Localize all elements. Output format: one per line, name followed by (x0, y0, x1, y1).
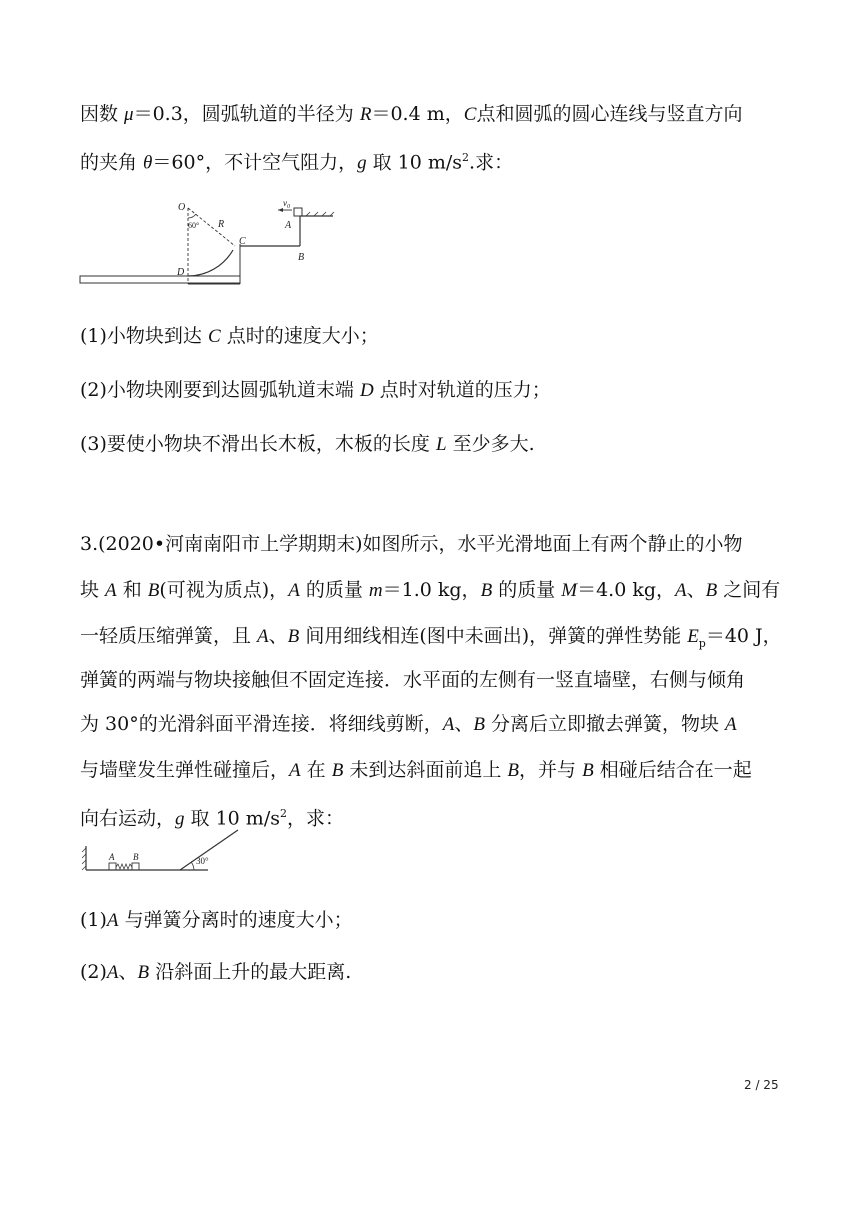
text-line: 3.(2020•河南南阳市上学期期末)如图所示，水平光滑地面上有两个静止的小物 (80, 533, 743, 555)
text-line: 的夹角 θ＝60°，不计空气阻力，g 取 10 $m/s^2$.求： (80, 151, 514, 174)
question-item: (1)小物块到达 C 点时的速度大小； (80, 325, 379, 347)
question-item: (1)A 与弹簧分离时的速度大小； (80, 909, 353, 931)
label-r: R (218, 219, 225, 230)
page-number: 2 / 25 (744, 1078, 779, 1092)
question-item: (3)要使小物块不滑出长木板，木板的长度 L 至少多大. (80, 433, 535, 455)
figure-arc-track (78, 198, 348, 290)
text-line: 块 A 和 B(可视为质点)，A 的质量 m＝1.0 kg，B 的质量 M＝4.0 kg，A、B 之间有 (80, 579, 781, 601)
text-line: 为 30°的光滑斜面平滑连接．将细线剪断，A、B 分离后立即撤去弹簧，物块 A (80, 713, 737, 735)
label-a: A (109, 852, 115, 862)
label-angle-60: 60° (188, 221, 200, 230)
label-a: A (285, 220, 292, 231)
text-line: 向右运动，g 取 10 $m/s^2$，求： (80, 807, 344, 830)
label-angle-30: 30° (196, 856, 209, 866)
text-line: 因数 μ＝0.3，圆弧轨道的半径为 R＝0.4 m，C点和圆弧的圆心连线与竖直方向 (80, 103, 743, 125)
label-o: O (178, 202, 186, 213)
question-item: (2)小物块刚要到达圆弧轨道末端 D 点时对轨道的压力； (80, 379, 551, 401)
label-c: C (239, 236, 246, 247)
text-line: 一轻质压缩弹簧，且 A、B 间用细线相连(图中未画出)，弹簧的弹性势能 $E_p=40$ J， (80, 625, 782, 650)
question-item: (2)A、B 沿斜面上升的最大距离. (80, 961, 352, 983)
text-line: 弹簧的两端与物块接触但不固定连接．水平面的左侧有一竖直墙壁，右侧与倾角 (80, 669, 746, 691)
figure-incline (80, 826, 245, 874)
label-d: D (177, 267, 185, 278)
label-v0: $v_0$ (283, 198, 290, 210)
label-b: B (133, 852, 139, 862)
text-line: 与墙壁发生弹性碰撞后，A 在 B 未到达斜面前追上 B，并与 B 相碰后结合在一起 (80, 759, 752, 781)
label-b: B (298, 252, 305, 263)
